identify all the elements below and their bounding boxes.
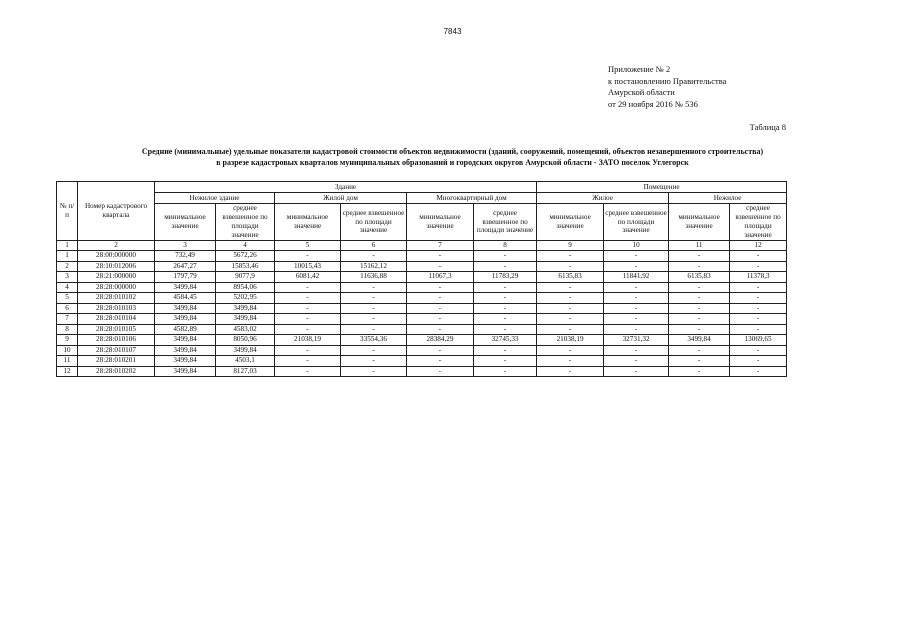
value-cell: 11636,88 <box>341 272 407 283</box>
header-quarter: Номер кадастрового квартала <box>78 182 155 241</box>
value-cell: 4584,45 <box>155 293 216 304</box>
value-cell: 3499,84 <box>155 314 216 325</box>
value-cell: - <box>604 356 669 367</box>
value-cell: - <box>474 261 537 272</box>
value-cell: - <box>474 293 537 304</box>
value-cell: - <box>275 303 341 314</box>
value-cell: - <box>341 303 407 314</box>
value-cell: 8127,03 <box>216 366 275 377</box>
table-label: Таблица 8 <box>749 122 786 132</box>
value-cell: 3499,84 <box>155 366 216 377</box>
value-cell: - <box>474 251 537 262</box>
quarter-number-cell: 28:10:012006 <box>78 261 155 272</box>
value-cell: - <box>407 251 474 262</box>
value-cell: 3499,84 <box>669 335 730 346</box>
row-number-cell: 9 <box>57 335 78 346</box>
value-cell: 8954,06 <box>216 282 275 293</box>
value-cell: 32745,33 <box>474 335 537 346</box>
header-avg-weighted: среднее взвешенное по площади значение <box>730 204 787 241</box>
value-cell: - <box>730 356 787 367</box>
row-number-cell: 7 <box>57 314 78 325</box>
value-cell: - <box>407 356 474 367</box>
value-cell: - <box>730 345 787 356</box>
value-cell: - <box>341 314 407 325</box>
value-cell: 21038,19 <box>275 335 341 346</box>
value-cell: - <box>341 282 407 293</box>
appendix-line-2: к постановлению Правительства <box>608 75 727 86</box>
value-cell: - <box>474 282 537 293</box>
appendix-block <box>608 64 726 110</box>
value-cell: 3499,84 <box>155 356 216 367</box>
header-avg-weighted: среднее взвешенное по площади значение <box>216 204 275 241</box>
value-cell: - <box>341 293 407 304</box>
value-cell: 3499,84 <box>216 345 275 356</box>
appendix-line-1: Приложение № 2 <box>608 64 671 74</box>
value-cell: 3499,84 <box>155 303 216 314</box>
value-cell: 11783,29 <box>474 272 537 283</box>
table-row <box>57 272 787 283</box>
value-cell: - <box>407 366 474 377</box>
value-cell: - <box>604 366 669 377</box>
table-row <box>57 345 787 356</box>
value-cell: 32731,32 <box>604 335 669 346</box>
value-cell: - <box>275 282 341 293</box>
value-cell: - <box>407 324 474 335</box>
column-index: 9 <box>537 241 604 251</box>
header-building: Здание <box>155 182 537 193</box>
page-number: 7843 <box>443 27 462 36</box>
header-min-value: минимальное значение <box>155 204 216 241</box>
title-line-2: в разрезе кадастровых кварталов муниципальных образований и городских округов Амурской области - ЗАТО поселок Углегорск <box>216 158 689 167</box>
value-cell: - <box>275 356 341 367</box>
value-cell: - <box>604 261 669 272</box>
table-row <box>57 324 787 335</box>
quarter-number-cell: 28:28:010106 <box>78 335 155 346</box>
header-min-value: минимальное значение <box>275 204 341 241</box>
value-cell: - <box>537 303 604 314</box>
value-cell: - <box>537 356 604 367</box>
quarter-number-cell: 28:28:010102 <box>78 293 155 304</box>
header-avg-weighted: среднее взвешенное по площади значение <box>604 204 669 241</box>
value-cell: 3499,84 <box>216 314 275 325</box>
header-nonresidential: Нежилое <box>669 193 787 204</box>
title-line-1: Средние (минимальные) удельные показатели кадастровой стоимости объектов недвижимости (зданий, сооружений, помещений, объектов незавершенного строительства) <box>141 147 764 156</box>
column-index: 2 <box>78 241 155 251</box>
value-cell: 3499,84 <box>155 345 216 356</box>
value-cell: - <box>669 324 730 335</box>
value-cell: - <box>341 356 407 367</box>
column-index: 6 <box>341 241 407 251</box>
row-number-cell: 2 <box>57 261 78 272</box>
value-cell: - <box>604 303 669 314</box>
value-cell: - <box>537 324 604 335</box>
column-index-row <box>57 241 787 251</box>
appendix-line-3: Амурской области <box>608 87 675 97</box>
column-index: 8 <box>474 241 537 251</box>
value-cell: - <box>669 303 730 314</box>
value-cell: - <box>730 293 787 304</box>
value-cell: - <box>537 282 604 293</box>
value-cell: - <box>275 366 341 377</box>
header-res-house: Жилой дом <box>275 193 407 204</box>
value-cell: - <box>669 282 730 293</box>
row-number-cell: 11 <box>57 356 78 367</box>
value-cell: - <box>275 293 341 304</box>
row-number-cell: 8 <box>57 324 78 335</box>
row-number-cell: 4 <box>57 282 78 293</box>
value-cell: - <box>730 303 787 314</box>
value-cell: 2647,27 <box>155 261 216 272</box>
value-cell: - <box>604 251 669 262</box>
value-cell: 10015,43 <box>275 261 341 272</box>
table-row <box>57 282 787 293</box>
value-cell: - <box>407 293 474 304</box>
value-cell: - <box>604 314 669 325</box>
table-body <box>57 251 787 377</box>
value-cell: - <box>537 261 604 272</box>
table-row <box>57 366 787 377</box>
row-number-cell: 12 <box>57 366 78 377</box>
value-cell: - <box>669 251 730 262</box>
value-cell: - <box>474 303 537 314</box>
value-cell: 9077,9 <box>216 272 275 283</box>
value-cell: - <box>341 366 407 377</box>
value-cell: 15162,12 <box>341 261 407 272</box>
header-num: № п/п <box>57 182 78 241</box>
value-cell: - <box>604 324 669 335</box>
value-cell: - <box>407 314 474 325</box>
column-index: 10 <box>604 241 669 251</box>
row-number-cell: 10 <box>57 345 78 356</box>
value-cell: - <box>669 261 730 272</box>
value-cell: 11841,92 <box>604 272 669 283</box>
value-cell: - <box>730 324 787 335</box>
quarter-number-cell: 28:21:000000 <box>78 272 155 283</box>
quarter-number-cell: 28:28:010104 <box>78 314 155 325</box>
value-cell: - <box>407 261 474 272</box>
column-index: 3 <box>155 241 216 251</box>
quarter-number-cell: 28:28:000000 <box>78 282 155 293</box>
quarter-number-cell: 28:28:010107 <box>78 345 155 356</box>
value-cell: 6135,83 <box>669 272 730 283</box>
value-cell: - <box>474 324 537 335</box>
header-premises: Помещение <box>537 182 787 193</box>
value-cell: 33554,36 <box>341 335 407 346</box>
row-number-cell: 3 <box>57 272 78 283</box>
quarter-number-cell: 28:28:010202 <box>78 366 155 377</box>
column-index: 4 <box>216 241 275 251</box>
value-cell: 3499,84 <box>155 335 216 346</box>
row-number-cell: 5 <box>57 293 78 304</box>
value-cell: - <box>730 282 787 293</box>
value-cell: - <box>407 282 474 293</box>
header-min-value: минимальное значение <box>669 204 730 241</box>
column-index: 5 <box>275 241 341 251</box>
value-cell: - <box>341 324 407 335</box>
quarter-number-cell: 28:00:000000 <box>78 251 155 262</box>
header-min-value: минимальное значение <box>537 204 604 241</box>
quarter-number-cell: 28:28:010105 <box>78 324 155 335</box>
table-row <box>57 335 787 346</box>
value-cell: - <box>537 314 604 325</box>
value-cell: - <box>275 251 341 262</box>
value-cell: - <box>730 314 787 325</box>
value-cell: - <box>407 303 474 314</box>
header-avg-weighted: среднее взвешенное по площади значение <box>474 204 537 241</box>
value-cell: - <box>474 356 537 367</box>
value-cell: - <box>474 366 537 377</box>
table-row <box>57 251 787 262</box>
value-cell: - <box>604 282 669 293</box>
value-cell: 4582,89 <box>155 324 216 335</box>
value-cell: 3499,84 <box>216 303 275 314</box>
value-cell: 5672,26 <box>216 251 275 262</box>
value-cell: 13069,65 <box>730 335 787 346</box>
appendix-line-4: от 29 ноября 2016 № 536 <box>608 98 698 109</box>
row-number-cell: 1 <box>57 251 78 262</box>
value-cell: - <box>275 345 341 356</box>
value-cell: - <box>604 345 669 356</box>
value-cell: 732,49 <box>155 251 216 262</box>
table-row <box>57 314 787 325</box>
value-cell: - <box>669 366 730 377</box>
document-title <box>40 146 865 168</box>
table-row <box>57 303 787 314</box>
header-nonres-building: Нежилое здание <box>155 193 275 204</box>
value-cell: - <box>407 345 474 356</box>
cadastral-table <box>56 181 787 377</box>
value-cell: 1797,79 <box>155 272 216 283</box>
value-cell: - <box>474 345 537 356</box>
value-cell: - <box>537 293 604 304</box>
value-cell: 3499,84 <box>155 282 216 293</box>
header-apartment-house: Многоквартирный дом <box>407 193 537 204</box>
value-cell: 6135,83 <box>537 272 604 283</box>
value-cell: 6081,42 <box>275 272 341 283</box>
value-cell: - <box>730 366 787 377</box>
column-index: 12 <box>730 241 787 251</box>
table-row <box>57 293 787 304</box>
header-min-value: минимальное значение <box>407 204 474 241</box>
header-avg-weighted: среднее взвешенное по площади значение <box>341 204 407 241</box>
column-index: 11 <box>669 241 730 251</box>
value-cell: - <box>669 345 730 356</box>
value-cell: 11067,3 <box>407 272 474 283</box>
value-cell: 21038,19 <box>537 335 604 346</box>
value-cell: 8050,96 <box>216 335 275 346</box>
value-cell: - <box>604 293 669 304</box>
value-cell: - <box>474 314 537 325</box>
value-cell: - <box>537 251 604 262</box>
value-cell: 28384,29 <box>407 335 474 346</box>
value-cell: - <box>537 366 604 377</box>
column-index: 7 <box>407 241 474 251</box>
value-cell: - <box>730 261 787 272</box>
quarter-number-cell: 28:28:010103 <box>78 303 155 314</box>
column-index: 1 <box>57 241 78 251</box>
value-cell: - <box>341 251 407 262</box>
row-number-cell: 6 <box>57 303 78 314</box>
header-residential: Жилое <box>537 193 669 204</box>
value-cell: 11378,3 <box>730 272 787 283</box>
value-cell: 15853,46 <box>216 261 275 272</box>
value-cell: - <box>730 251 787 262</box>
value-cell: - <box>669 293 730 304</box>
value-cell: - <box>275 324 341 335</box>
table-row <box>57 261 787 272</box>
value-cell: 5202,95 <box>216 293 275 304</box>
value-cell: - <box>669 314 730 325</box>
value-cell: - <box>669 356 730 367</box>
quarter-number-cell: 28:28:010201 <box>78 356 155 367</box>
value-cell: 4503,1 <box>216 356 275 367</box>
value-cell: - <box>537 345 604 356</box>
value-cell: - <box>341 345 407 356</box>
value-cell: 4583,02 <box>216 324 275 335</box>
table-row <box>57 356 787 367</box>
value-cell: - <box>275 314 341 325</box>
